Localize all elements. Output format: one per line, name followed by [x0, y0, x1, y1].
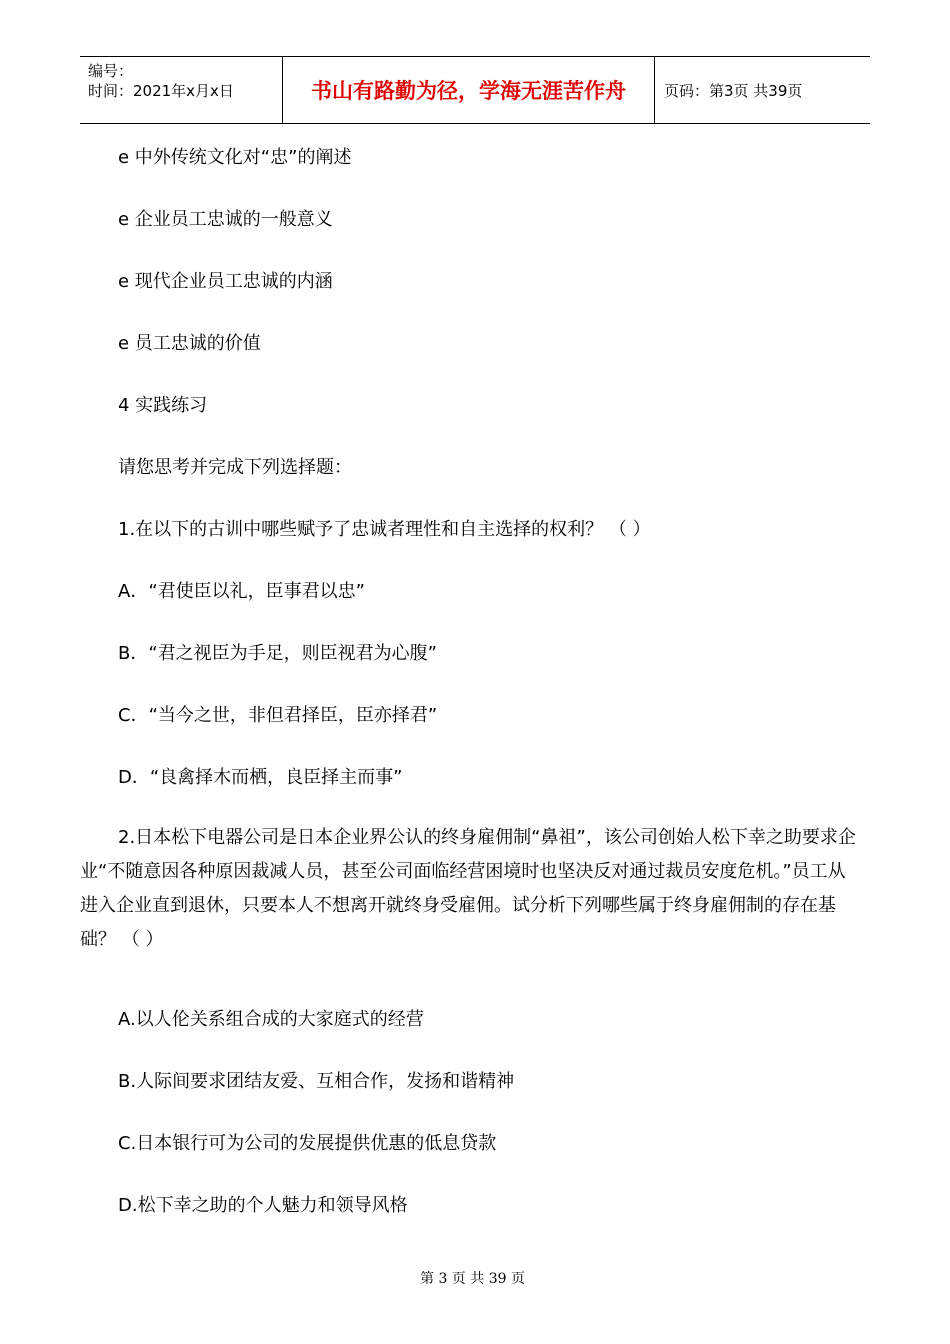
option-a: A.以人伦关系组合成的大家庭式的经营 — [118, 1009, 424, 1030]
time-label: 时间：2021年x月x日 — [88, 82, 234, 100]
page-footer: 第 3 页 共 39 页 — [420, 1271, 525, 1287]
list-item: e 员工忠诚的价值 — [118, 333, 261, 354]
serial-label: 编号： — [88, 62, 134, 80]
question-2: 2.日本松下电器公司是日本企业界公认的终身雇佣制“鼻祖”，该公司创始人松下幸之助要求企业“不随意因各种原因裁减人员，甚至公司面临经营困境时也坚决反对通过裁员安度危机。”员工从进入企业直到退休，只要本人不想离开就终身受雇佣。试分析下列哪些属于终身雇佣制的存在基础？ （ ） — [80, 827, 856, 950]
option-a: A．“君使臣以礼，臣事君以忠” — [118, 581, 365, 602]
option-b: B．“君之视臣为手足，则臣视君为心腹” — [118, 643, 437, 664]
header-divider — [654, 57, 655, 123]
list-item: e 现代企业员工忠诚的内涵 — [118, 271, 333, 292]
header-meta — [88, 61, 284, 101]
section-heading: 4 实践练习 — [118, 395, 208, 416]
instruction-text: 请您思考并完成下列选择题： — [118, 457, 352, 478]
header-motto: 书山有路勤为径，学海无涯苦作舟 — [311, 78, 626, 103]
option-d: D．“良禽择木而栖，良臣择主而事” — [118, 767, 403, 788]
header-page-info: 页码：第3页 共39页 — [664, 81, 803, 100]
question-1: 1.在以下的古训中哪些赋予了忠诚者理性和自主选择的权利？ （ ） — [118, 519, 651, 540]
option-d: D.松下幸之助的个人魅力和领导风格 — [118, 1195, 408, 1216]
option-b: B.人际间要求团结友爱、互相合作，发扬和谐精神 — [118, 1071, 515, 1092]
list-item: e 中外传统文化对“忠”的阐述 — [118, 147, 352, 168]
list-item: e 企业员工忠诚的一般意义 — [118, 209, 333, 230]
option-c: C.日本银行可为公司的发展提供优惠的低息贷款 — [118, 1133, 497, 1154]
page-header — [80, 56, 870, 124]
option-c: C．“当今之世，非但君择臣，臣亦择君” — [118, 705, 438, 726]
